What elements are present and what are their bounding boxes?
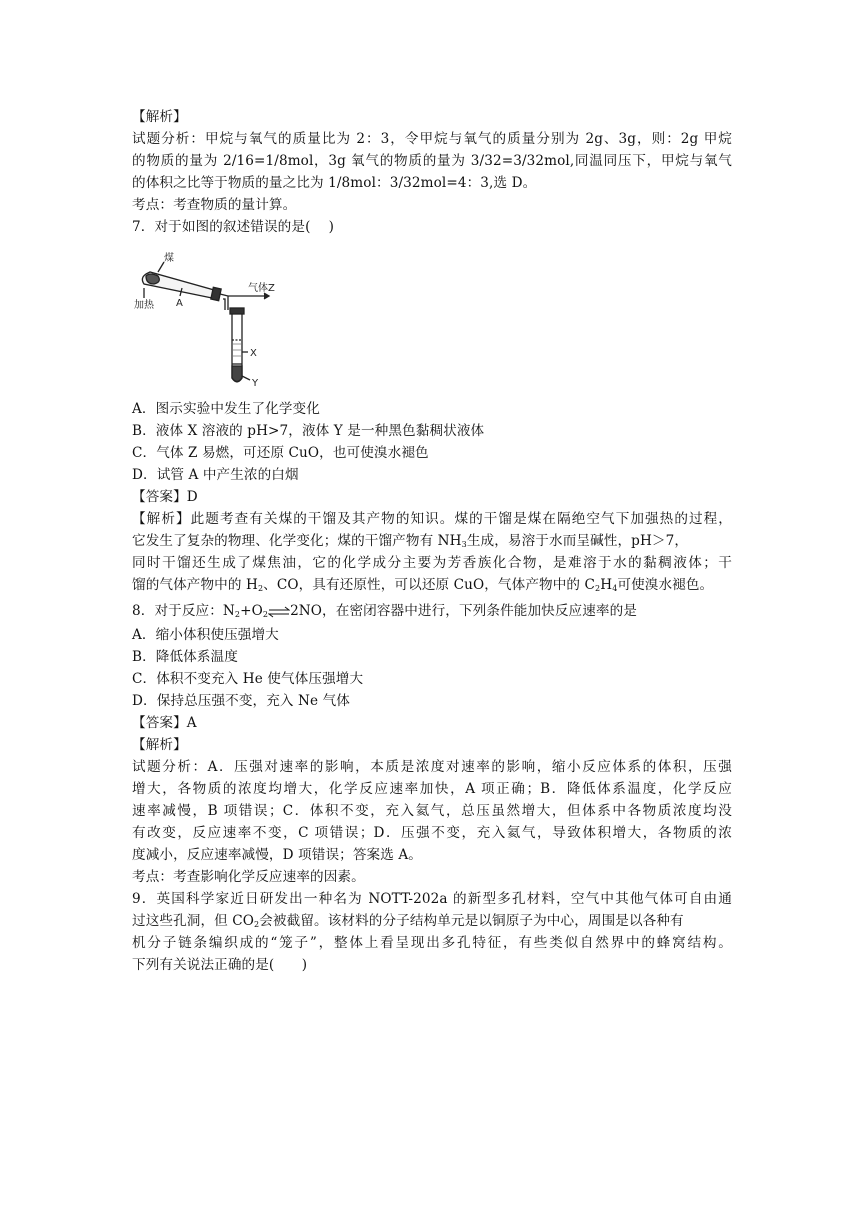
label-gas-z: 气体Z bbox=[248, 283, 275, 294]
question-8-analysis-1: 试题分析：A．压强对速率的影响，本质是浓度对速率的影响，缩小反应体系的体积，压强 bbox=[132, 759, 732, 775]
apparatus-diagram bbox=[132, 244, 302, 394]
question-7-option-b: B．液体 X 溶液的 pH>7，液体 Y 是一种黑色黏稠状液体 bbox=[132, 423, 485, 439]
analysis-line-2: 的物质的量为 2/16=1/8mol，3g 氧气的物质的量为 3/32=3/32mol,同温同压下，甲烷与氧气 bbox=[132, 153, 732, 169]
label-tube-a: A bbox=[176, 298, 183, 309]
question-8-analysis-3: 速率减慢，B 项错误；C．体积不变，充入氦气，总压虽然增大，但体系中各物质浓度均没 bbox=[132, 803, 732, 819]
question-8-option-a: A．缩小体积使压强增大 bbox=[132, 627, 279, 643]
label-liquid-x: X bbox=[250, 348, 257, 359]
question-9-line-1: 9．英国科学家近日研发出一种名为 NOTT-202a 的新型多孔材料，空气中其他气体可自由通 bbox=[132, 891, 732, 907]
question-7-answer: 【答案】D bbox=[132, 489, 198, 505]
coal-distillation-figure bbox=[132, 244, 302, 394]
question-7-analysis-1: 【解析】此题考查有关煤的干馏及其产物的知识。煤的干馏是煤在隔绝空气下加强热的过程， bbox=[132, 511, 732, 527]
question-9-line-3: 机分子链条编织成的“笼子”，整体上看呈现出多孔特征，有些类似自然界中的蜂窝结构。 bbox=[132, 935, 732, 951]
analysis-line-1: 试题分析：甲烷与氧气的质量比为 2：3，令甲烷与氧气的质量分别为 2g、3g，则：2g 甲烷 bbox=[132, 131, 732, 147]
question-7-option-d: D．试管 A 中产生浓的白烟 bbox=[132, 467, 299, 483]
label-heat: 加热 bbox=[134, 300, 154, 311]
question-9-line-2: 过这些孔洞，但 $CO_2$会被截留。该材料的分子结构单元是以铜原子为中心，周围是以各种有 bbox=[132, 913, 684, 929]
question-8-analysis-5: 度减小，反应速率减慢，D 项错误；答案选 A。 bbox=[132, 847, 422, 863]
question-8-option-b: B．降低体系温度 bbox=[132, 649, 238, 665]
question-8-stem: 8．对于反应：$N_2+O_2$ 2NO，在密闭容器中进行，下列条件能加快反应速率的是 bbox=[132, 603, 638, 619]
analysis-line-3: 的体积之比等于物质的量之比为 1/8mol：3/32mol=4：3,选 D。 bbox=[132, 175, 537, 191]
analysis-tag: 【解析】 bbox=[132, 109, 187, 125]
question-8-option-c: C．体积不变充入 He 使气体压强增大 bbox=[132, 671, 364, 687]
question-9-line-4: 下列有关说法正确的是( ) bbox=[132, 957, 308, 973]
label-coal: 煤 bbox=[164, 253, 174, 264]
question-7-analysis-4: 馏的气体产物中的 $H_2$、CO，具有还原性，可以还原 CuO，气体产物中的 $C_2H_4$可使溴水褪色。 bbox=[132, 577, 714, 593]
question-8-option-d: D．保持总压强不变，充入 Ne 气体 bbox=[132, 693, 350, 709]
exam-point: 考点：考查物质的量计算。 bbox=[132, 197, 297, 213]
question-7-option-c: C．气体 Z 易燃，可还原 CuO，也可使溴水褪色 bbox=[132, 445, 429, 461]
question-7-analysis-2: 它发生了复杂的物理、化学变化；煤的干馏产物有 $NH_3$生成，易溶于水而呈碱性，pH＞7， bbox=[132, 533, 689, 549]
reversible-arrow-icon bbox=[268, 606, 290, 618]
question-8-analysis-2: 增大，各物质的浓度均增大，化学反应速率加快，A 项正确；B．降低体系温度，化学反应 bbox=[132, 781, 732, 797]
question-7-stem: 7．对于如图的叙述错误的是( ) bbox=[132, 219, 334, 235]
question-8-analysis-tag: 【解析】 bbox=[132, 737, 187, 753]
label-liquid-y: Y bbox=[252, 378, 259, 389]
question-7-analysis-3: 同时干馏还生成了煤焦油，它的化学成分主要为芳香族化合物，是难溶于水的黏稠液体；干 bbox=[132, 555, 732, 571]
question-7-option-a: A．图示实验中发生了化学变化 bbox=[132, 401, 320, 417]
question-8-exam-point: 考点：考查影响化学反应速率的因素。 bbox=[132, 869, 365, 885]
question-8-analysis-4: 有改变，反应速率不变，C 项错误；D．压强不变，充入氦气，导致体积增大，各物质的浓 bbox=[132, 825, 732, 841]
question-8-answer: 【答案】A bbox=[132, 715, 197, 731]
